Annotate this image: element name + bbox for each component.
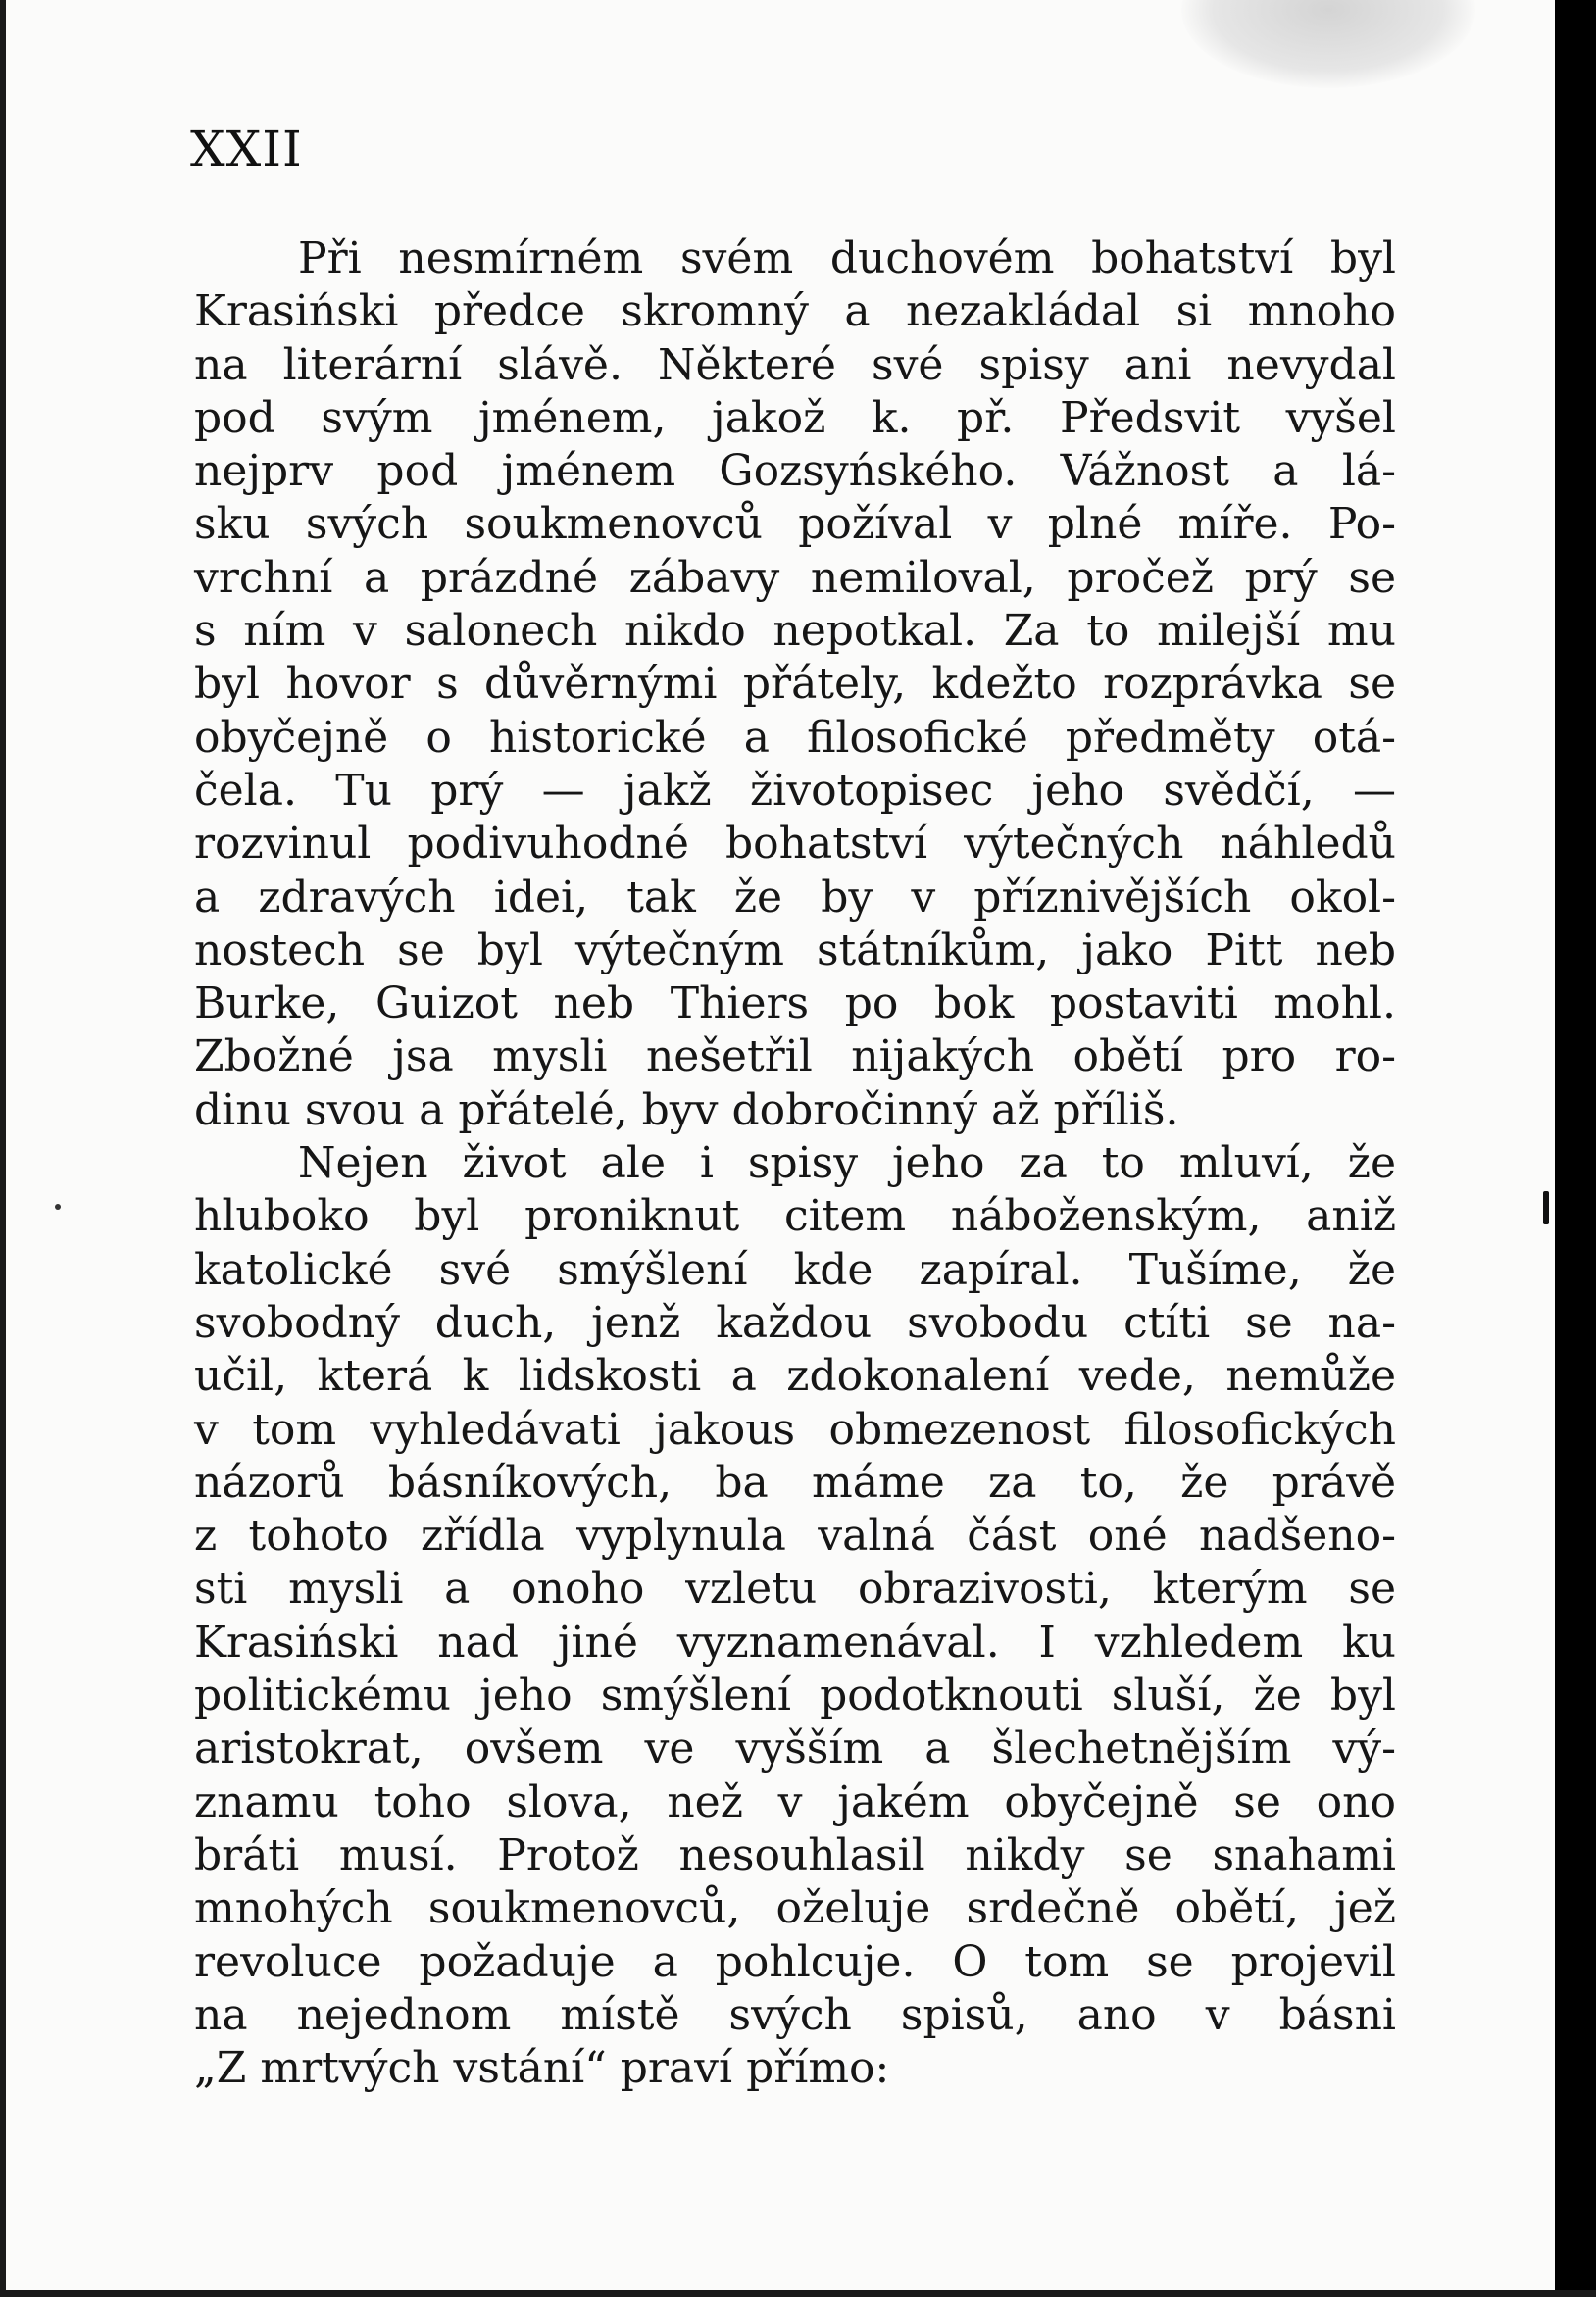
scan-border-right bbox=[1555, 0, 1596, 2297]
text-line: Krasiński předce skromný a nezakládal si mnoho bbox=[194, 286, 1396, 337]
body-text bbox=[194, 232, 1396, 2095]
text-line: sku svých soukmenovců požíval v plné míře. Po- bbox=[194, 499, 1396, 550]
text-line: obyčejně o historické a filosofické předměty otá- bbox=[194, 712, 1396, 763]
text-line: v tom vyhledávati jakous obmezenost filosofických bbox=[194, 1404, 1396, 1455]
scan-smudge bbox=[1181, 0, 1475, 88]
text-line: názorů básníkových, ba máme za to, že právě bbox=[194, 1457, 1396, 1508]
scan-border-bottom bbox=[0, 2290, 1596, 2297]
text-line: Krasiński nad jiné vyznamenával. I vzhledem ku bbox=[194, 1617, 1396, 1668]
text-line: učil, která k lidskosti a zdokonalení vede, nemůže bbox=[194, 1351, 1396, 1402]
text-line: dinu svou a přátelé, byv dobročinný až příliš. bbox=[194, 1084, 1179, 1135]
text-line: a zdravých idei, tak že by v příznivějších okol- bbox=[194, 872, 1396, 923]
text-line: svobodný duch, jenž každou svobodu ctíti se na- bbox=[194, 1297, 1396, 1348]
text-line: znamu toho slova, než v jakém obyčejně se ono bbox=[194, 1776, 1396, 1827]
text-line: Zbožné jsa mysli nešetřil nijakých obětí pro ro- bbox=[194, 1031, 1396, 1082]
text-line: pod svým jménem, jakož k. př. Předsvit vyšel bbox=[194, 392, 1396, 443]
text-line: politickému jeho smýšlení podotknouti sluší, že byl bbox=[194, 1671, 1396, 1722]
scan-border-left bbox=[0, 0, 6, 2297]
text-line: hluboko byl proniknut citem náboženským, aniž bbox=[194, 1191, 1396, 1242]
text-line: rozvinul podivuhodné bohatství výtečných náhledů bbox=[194, 819, 1396, 870]
text-line: byl hovor s důvěrnými přátely, kdežto rozprávka se bbox=[194, 659, 1396, 710]
text-line: mnohých soukmenovců, oželuje srdečně obětí, jež bbox=[194, 1883, 1396, 1934]
text-line: na nejednom místě svých spisů, ano v básni bbox=[194, 1989, 1396, 2040]
text-line: z tohoto zřídla vyplynula valná část oné nadšeno- bbox=[194, 1511, 1396, 1562]
text-line: nejprv pod jménem Gozsyńského. Vážnost a lá- bbox=[194, 446, 1396, 497]
text-line: čela. Tu prý — jakž životopisec jeho svědčí, — bbox=[194, 765, 1396, 816]
text-line: bráti musí. Protož nesouhlasil nikdy se snahami bbox=[194, 1829, 1396, 1880]
ink-speck bbox=[55, 1204, 61, 1210]
text-line: s ním v salonech nikdo nepotkal. Za to milejší mu bbox=[194, 606, 1396, 657]
text-line: katolické své smýšlení kde zapíral. Tušíme, že bbox=[194, 1244, 1396, 1295]
text-line: nostech se byl výtečným státníkům, jako Pitt neb bbox=[194, 924, 1396, 975]
text-line: aristokrat, ovšem ve vyšším a šlechetnějším vý- bbox=[194, 1723, 1396, 1774]
page-number: XXII bbox=[190, 121, 303, 177]
text-line: „Z mrtvých vstání“ praví přímo: bbox=[194, 2043, 890, 2094]
text-line: na literární slávě. Některé své spisy ani nevydal bbox=[194, 339, 1396, 390]
text-line: revoluce požaduje a pohlcuje. O tom se projevil bbox=[194, 1936, 1396, 1987]
text-line: Při nesmírném svém duchovém bohatství byl bbox=[298, 233, 1396, 283]
text-line: vrchní a prázdné zábavy nemiloval, pročež prý se bbox=[194, 552, 1396, 603]
margin-mark bbox=[1543, 1191, 1549, 1224]
text-line: sti mysli a onoho vzletu obrazivosti, kterým se bbox=[194, 1564, 1396, 1615]
text-line: Nejen život ale i spisy jeho za to mluví, že bbox=[298, 1138, 1396, 1189]
text-line: Burke, Guizot neb Thiers po bok postaviti mohl. bbox=[194, 978, 1396, 1029]
